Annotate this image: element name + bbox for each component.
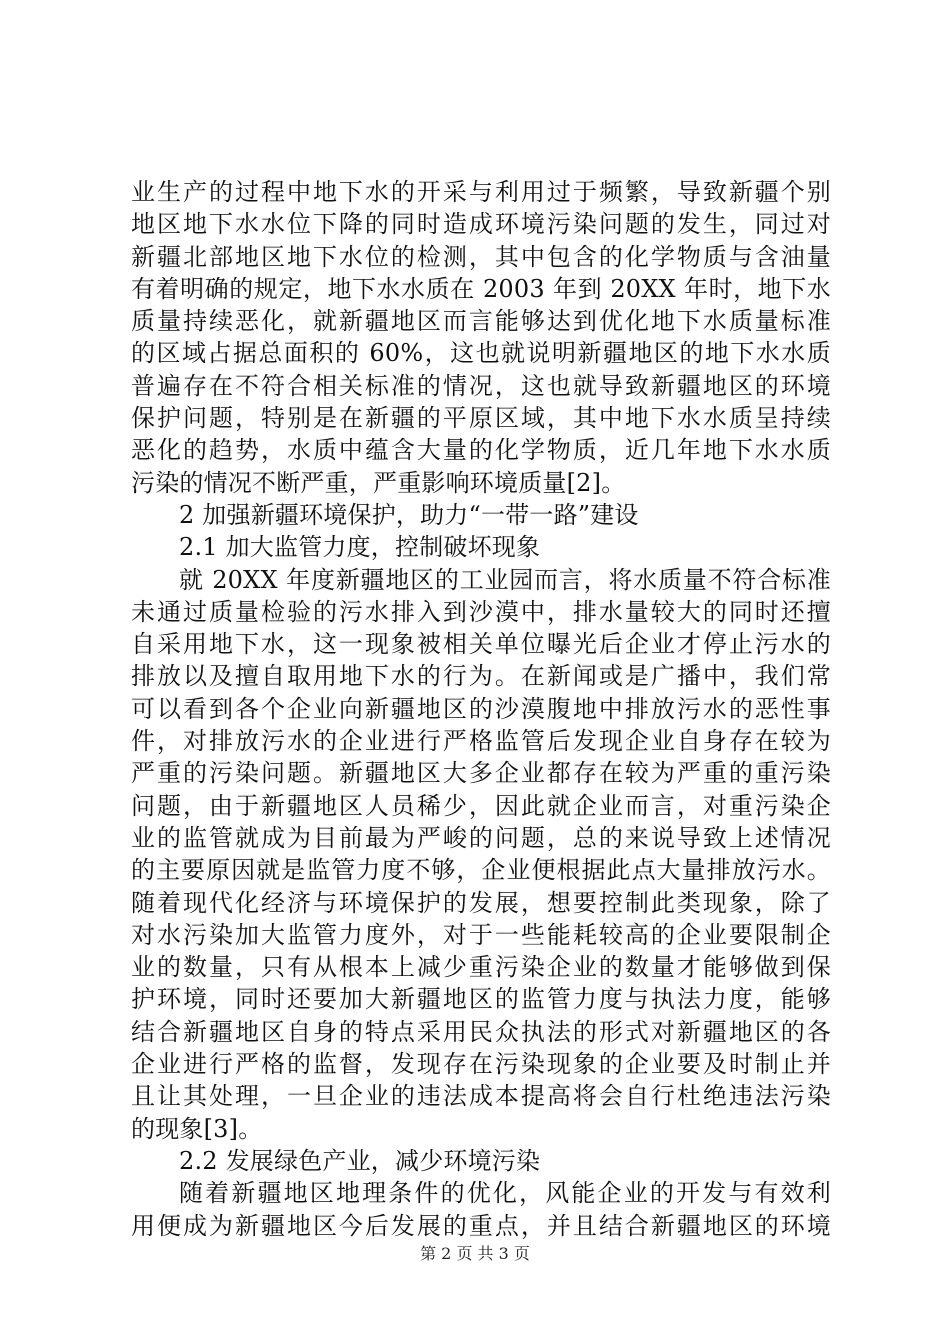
- text-line: 业的数量，只有从根本上减少重污染企业的数量才能够做到保: [131, 953, 831, 982]
- text-line: 且让其处理，一旦企业的违法成本提高将会自行杜绝违法污染: [131, 1082, 831, 1111]
- section-heading: 2.2 发展绿色产业，减少环境污染: [179, 1146, 541, 1175]
- document-body: [131, 176, 831, 1242]
- text-line: 未通过质量检验的污水排入到沙漠中，排水量较大的同时还擅: [131, 597, 831, 626]
- text-line: 自采用地下水，这一现象被相关单位曝光后企业才停止污水的: [131, 630, 831, 659]
- text-line: 可以看到各个企业向新疆地区的沙漠腹地中排放污水的恶性事: [131, 694, 831, 723]
- text-line: 排放以及擅自取用地下水的行为。在新闻或是广播中，我们常: [131, 662, 831, 691]
- text-line: 保护问题，特别是在新疆的平原区域，其中地下水水质呈持续: [131, 404, 831, 433]
- section-heading: 2.1 加大监管力度，控制破坏现象: [179, 533, 541, 562]
- text-line: 的现象[3]。: [131, 1114, 263, 1143]
- text-line: 恶化的趋势，水质中蕴含大量的化学物质，近几年地下水水质: [131, 436, 831, 465]
- text-line: 护环境，同时还要加大新疆地区的监管力度与执法力度，能够: [131, 985, 831, 1014]
- text-line: 企业进行严格的监督，发现存在污染现象的企业要及时制止并: [131, 1050, 831, 1079]
- text-line: 就 20XX 年度新疆地区的工业园而言，将水质量不符合标准: [179, 565, 831, 594]
- text-line: 问题，由于新疆地区人员稀少，因此就企业而言，对重污染企: [131, 791, 831, 820]
- text-line: 随着新疆地区地理条件的优化，风能企业的开发与有效利: [179, 1179, 831, 1208]
- text-line: 新疆北部地区地下水位的检测，其中包含的化学物质与含油量: [131, 242, 831, 271]
- text-line: 用便成为新疆地区今后发展的重点，并且结合新疆地区的环境: [131, 1211, 831, 1240]
- section-heading: 2 加强新疆环境保护，助力“一带一路”建设: [179, 500, 639, 529]
- text-line: 结合新疆地区自身的特点采用民众执法的形式对新疆地区的各: [131, 1017, 831, 1046]
- text-line: 件，对排放污水的企业进行严格监管后发现企业自身存在较为: [131, 727, 831, 756]
- text-line: 业生产的过程中地下水的开采与利用过于频繁，导致新疆个别: [131, 178, 831, 206]
- text-line: 严重的污染问题。新疆地区大多企业都存在较为严重的重污染: [131, 759, 831, 788]
- text-line: 随着现代化经济与环境保护的发展，想要控制此类现象，除了: [131, 888, 831, 917]
- text-line: 有着明确的规定，地下水水质在 2003 年到 20XX 年时，地下水: [131, 274, 831, 303]
- text-line: 业的监管就成为目前最为严峻的问题，总的来说导致上述情况: [131, 823, 831, 852]
- text-line: 对水污染加大监管力度外，对于一些能耗较高的企业要限制企: [131, 920, 831, 949]
- text-line: 地区地下水水位下降的同时造成环境污染问题的发生，同过对: [131, 210, 831, 239]
- page-footer: 第 2 页 共 3 页: [420, 1244, 530, 1263]
- text-line: 污染的情况不断严重，严重影响环境质量[2]。: [131, 468, 626, 497]
- text-line: 普遍存在不符合相关标准的情况，这也就导致新疆地区的环境: [131, 371, 831, 400]
- text-line: 的区域占据总面积的 60%，这也就说明新疆地区的地下水水质: [131, 339, 831, 368]
- text-line: 质量持续恶化，就新疆地区而言能够达到优化地下水质量标准: [131, 307, 831, 336]
- text-line: 的主要原因就是监管力度不够，企业便根据此点大量排放污水。: [131, 856, 831, 885]
